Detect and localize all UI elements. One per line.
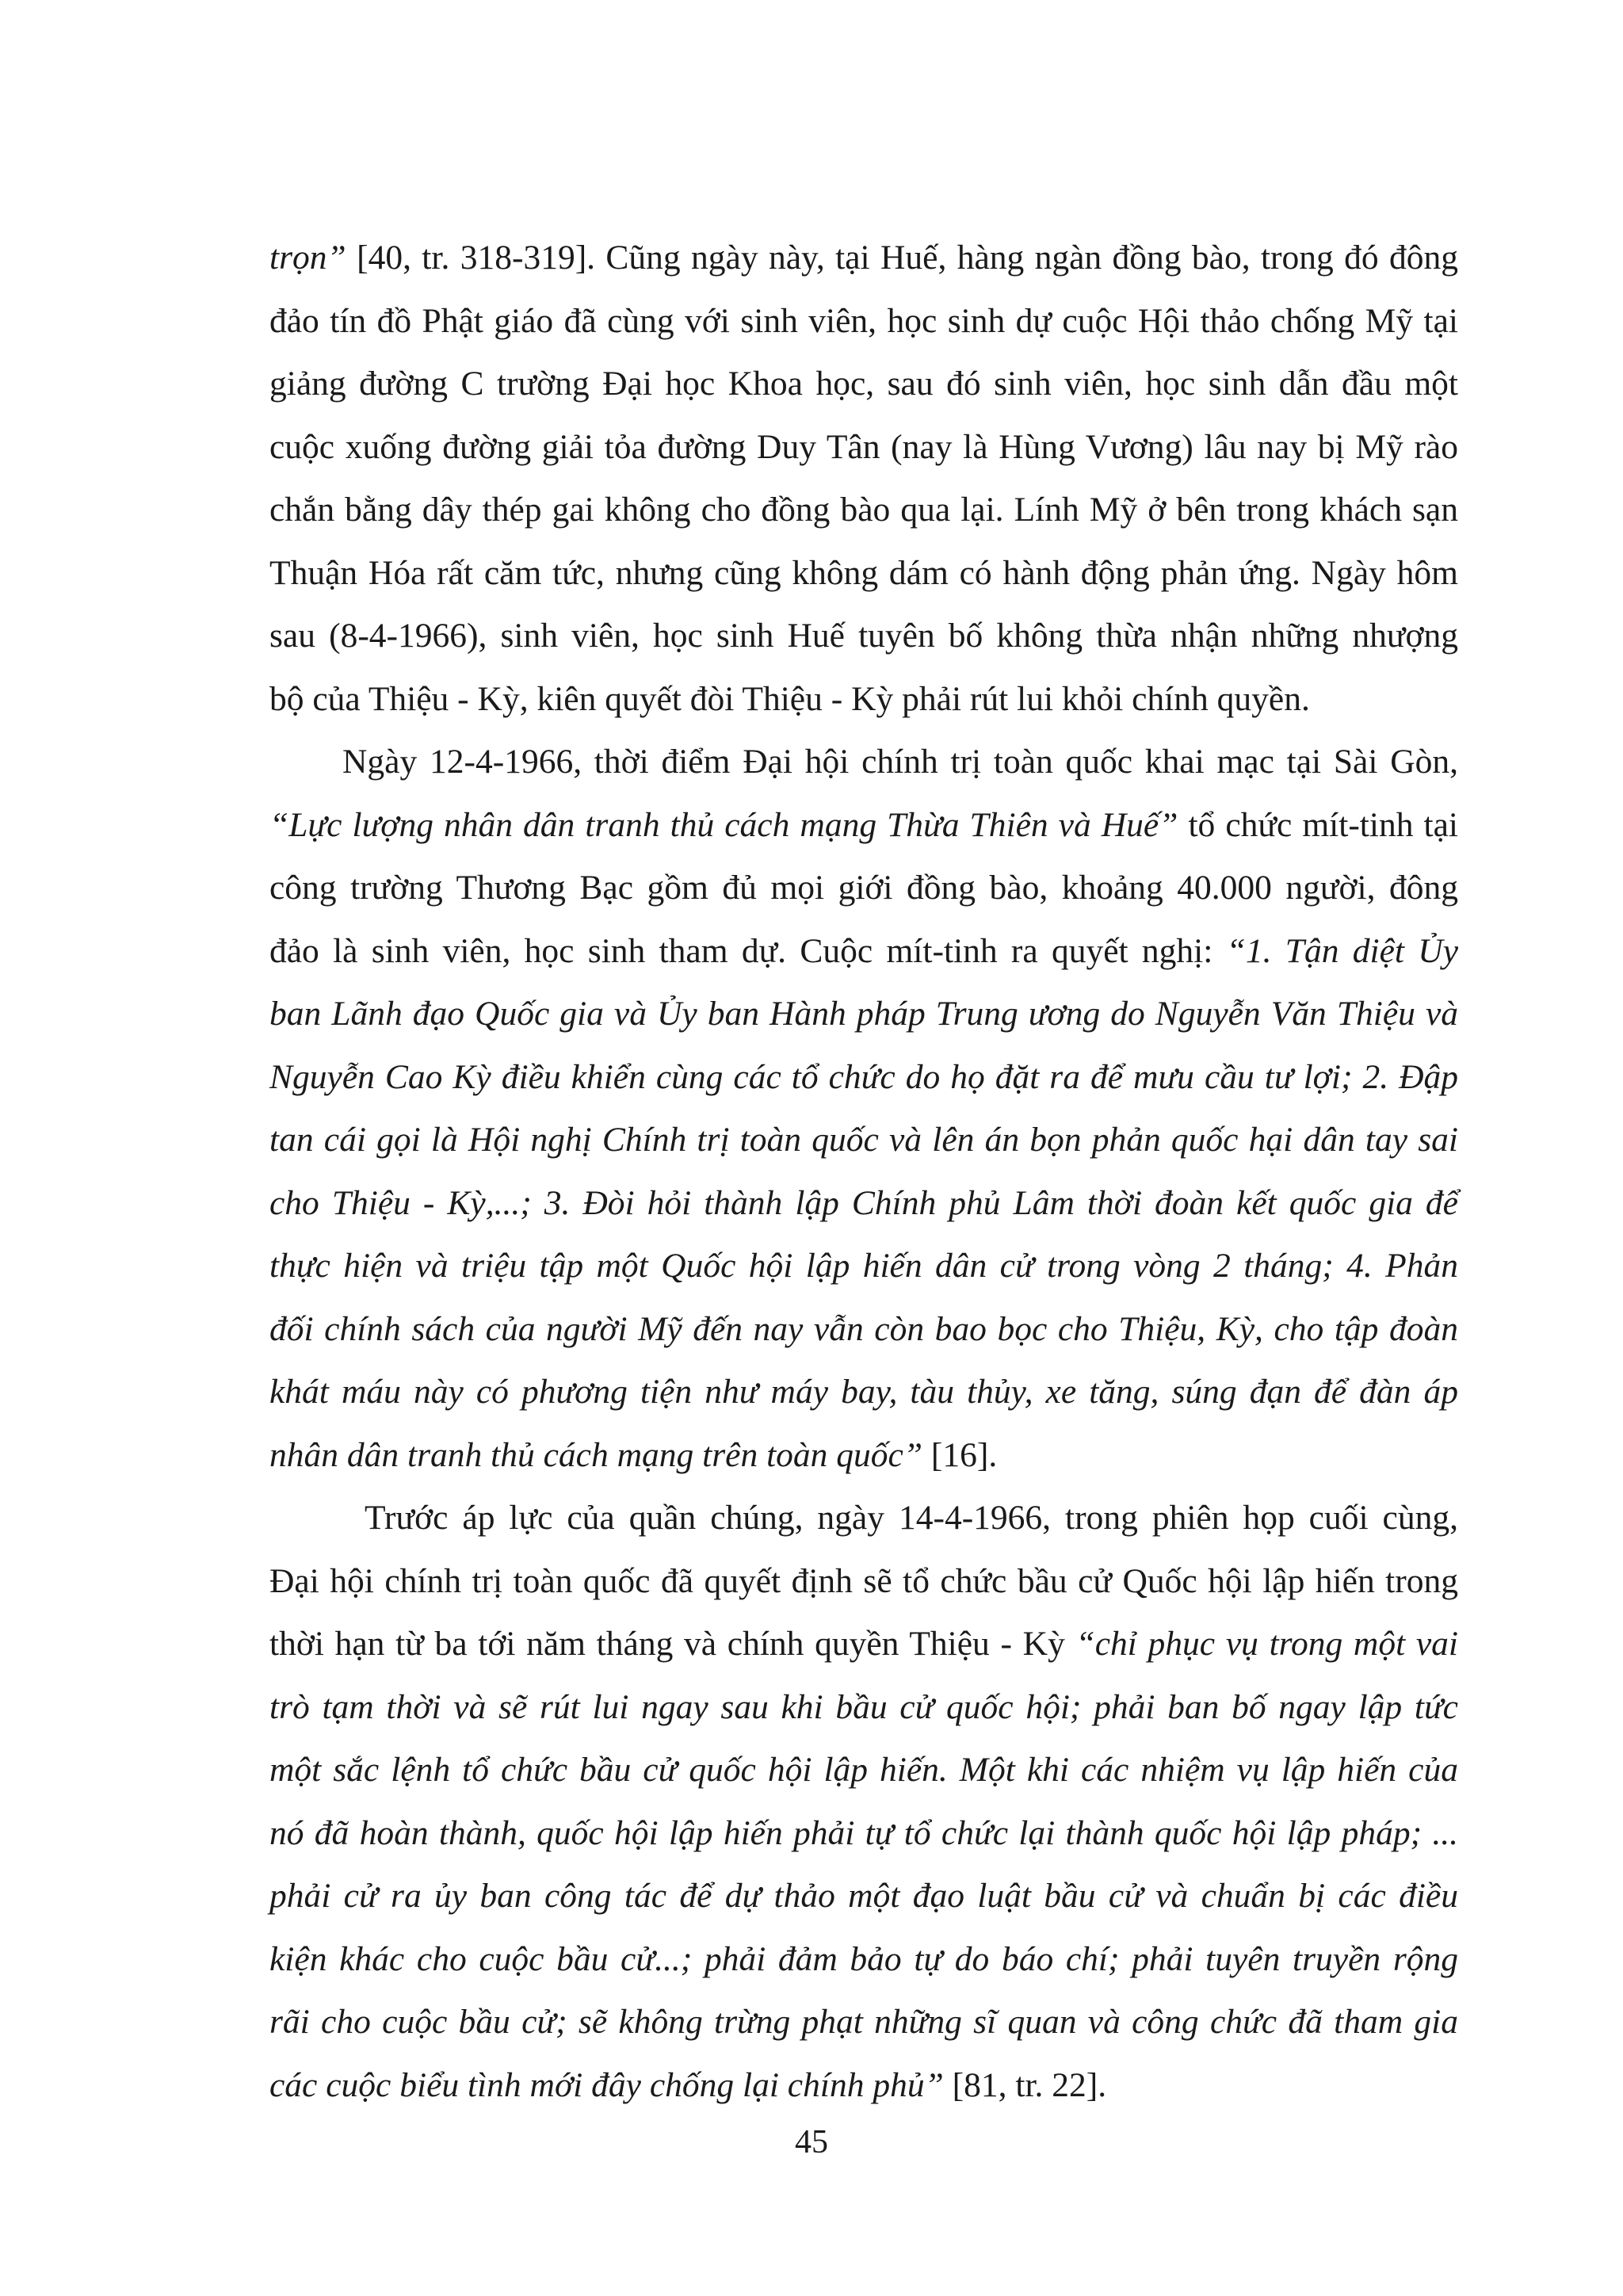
italic-text-run: nó đã hoàn thành, quốc hội lập hiến phải tự tổ chức lại thành quốc hội lập pháp; ... (269, 1813, 1458, 1852)
italic-text-run: thực hiện và triệu tập một Quốc hội lập hiến dân cử trong vòng 2 tháng; 4. Phản (269, 1247, 1458, 1285)
italic-text-run: các cuộc biểu tình mới đây chống lại chính phủ” (269, 2065, 944, 2104)
italic-text-run: “Lực lượng nhân dân tranh thủ cách mạng Thừa Thiên và Huế” (269, 805, 1178, 844)
text-run: chắn bằng dây thép gai không cho đồng bào qua lại. Lính Mỹ ở bên trong khách sạn (269, 491, 1458, 529)
text-line (269, 605, 1458, 668)
italic-text-run: cho Thiệu - Kỳ,...; 3. Đòi hỏi thành lập Chính phủ Lâm thời đoàn kết quốc gia để (269, 1183, 1458, 1222)
italic-text-run: đối chính sách của người Mỹ đến nay vẫn còn bao bọc cho Thiệu, Kỳ, cho tập đoàn (269, 1309, 1458, 1348)
text-line (269, 1613, 1458, 1676)
text-line (269, 1298, 1458, 1362)
text-line (269, 1550, 1458, 1614)
text-run: sau (8-4-1966), sinh viên, học sinh Huế tuyên bố không thừa nhận những nhượng (269, 617, 1458, 655)
text-run: Thuận Hóa rất căm tức, nhưng cũng không dám có hành động phản ứng. Ngày hôm (269, 553, 1458, 592)
text-run: Trước áp lực của quần chúng, ngày 14-4-1966, trong phiên họp cuối cùng, (365, 1499, 1458, 1537)
text-line (269, 1487, 1458, 1550)
italic-text-run: kiện khác cho cuộc bầu cử...; phải đảm bảo tự do báo chí; phải tuyên truyền rộng (269, 1939, 1458, 1978)
text-run: Đại hội chính trị toàn quốc đã quyết định sẽ tổ chức bầu cử Quốc hội lập hiến trong (269, 1561, 1458, 1600)
paragraph (269, 731, 1458, 1487)
text-line (269, 416, 1458, 479)
italic-text-run: “1. Tận diệt Ủy (1226, 931, 1458, 970)
text-line (269, 1865, 1458, 1928)
text-line (269, 542, 1458, 606)
italic-text-run: trọn” (269, 239, 346, 277)
italic-text-run: một sắc lệnh tổ chức bầu cử quốc hội lập hiến. Một khi các nhiệm vụ lập hiến của (269, 1751, 1458, 1789)
text-line (269, 794, 1458, 858)
text-run: giảng đường C trường Đại học Khoa học, sau đó sinh viên, học sinh dẫn đầu một (269, 365, 1458, 403)
text-run: đảo tín đồ Phật giáo đã cùng với sinh viên, học sinh dự cuộc Hội thảo chống Mỹ tại (269, 301, 1458, 340)
italic-text-run: rãi cho cuộc bầu cử; sẽ không trừng phạt những sĩ quan và công chức đã tham gia (269, 2003, 1458, 2041)
text-line (269, 1676, 1458, 1740)
italic-text-run: trò tạm thời và sẽ rút lui ngay sau khi bầu cử quốc hội; phải ban bố ngay lập tức (269, 1687, 1458, 1726)
text-line (269, 1928, 1458, 1992)
text-run: Ngày 12-4-1966, thời điểm Đại hội chính trị toàn quốc khai mạc tại Sài Gòn, (342, 743, 1458, 781)
text-run: [40, tr. 318-319]. Cũng ngày này, tại Huế, hàng ngàn đồng bào, trong đó đông (346, 239, 1458, 277)
italic-text-run: ban Lãnh đạo Quốc gia và Ủy ban Hành pháp Trung ương do Nguyễn Văn Thiệu và (269, 995, 1458, 1033)
text-line (269, 353, 1458, 416)
text-line (269, 1046, 1458, 1110)
text-line (269, 1235, 1458, 1298)
text-line (269, 920, 1458, 984)
text-line (269, 1739, 1458, 1802)
text-run: đảo là sinh viên, học sinh tham dự. Cuộc mít-tinh ra quyết nghị: (269, 931, 1227, 970)
text-run: tổ chức mít-tinh tại (1178, 805, 1458, 844)
text-run: cuộc xuống đường giải tỏa đường Duy Tân (nay là Hùng Vương) lâu nay bị Mỹ rào (269, 427, 1458, 466)
text-line (269, 1109, 1458, 1172)
text-line (269, 668, 1458, 732)
text-line (269, 983, 1458, 1046)
text-run: thời hạn từ ba tới năm tháng và chính quyền Thiệu - Kỳ (269, 1625, 1076, 1663)
italic-text-run: nhân dân tranh thủ cách mạng trên toàn quốc” (269, 1435, 923, 1474)
page-number: 45 (795, 2124, 828, 2160)
text-run: [81, tr. 22]. (943, 2065, 1107, 2104)
text-line (269, 1172, 1458, 1236)
text-run: công trường Thương Bạc gồm đủ mọi giới đồng bào, khoảng 40.000 người, đông (269, 869, 1458, 907)
paragraph (269, 227, 1458, 731)
text-line (269, 2054, 1458, 2118)
text-run: bộ của Thiệu - Kỳ, kiên quyết đòi Thiệu - Kỳ phải rút lui khỏi chính quyền. (269, 679, 1310, 718)
text-line (269, 479, 1458, 542)
text-line (269, 1991, 1458, 2054)
text-line (269, 1802, 1458, 1866)
italic-text-run: phải cử ra ủy ban công tác để dự thảo một đạo luật bầu cử và chuẩn bị các điều (269, 1877, 1458, 1915)
text-line (269, 290, 1458, 353)
text-run: [16]. (922, 1435, 998, 1474)
italic-text-run: Nguyễn Cao Kỳ điều khiển cùng các tổ chức do họ đặt ra để mưu cầu tư lợi; 2. Đập (269, 1057, 1458, 1096)
text-line (269, 1361, 1458, 1424)
italic-text-run: khát máu này có phương tiện như máy bay, tàu thủy, xe tăng, súng đạn để đàn áp (269, 1373, 1458, 1411)
italic-text-run: “chỉ phục vụ trong một vai (1075, 1625, 1458, 1663)
paragraph (269, 1487, 1458, 2117)
italic-text-run: tan cái gọi là Hội nghị Chính trị toàn quốc và lên án bọn phản quốc hại dân tay sai (269, 1121, 1458, 1159)
text-line (269, 857, 1458, 920)
text-line (269, 227, 1458, 290)
body-text (269, 227, 1458, 2117)
text-line (269, 731, 1458, 794)
text-line (269, 1424, 1458, 1488)
